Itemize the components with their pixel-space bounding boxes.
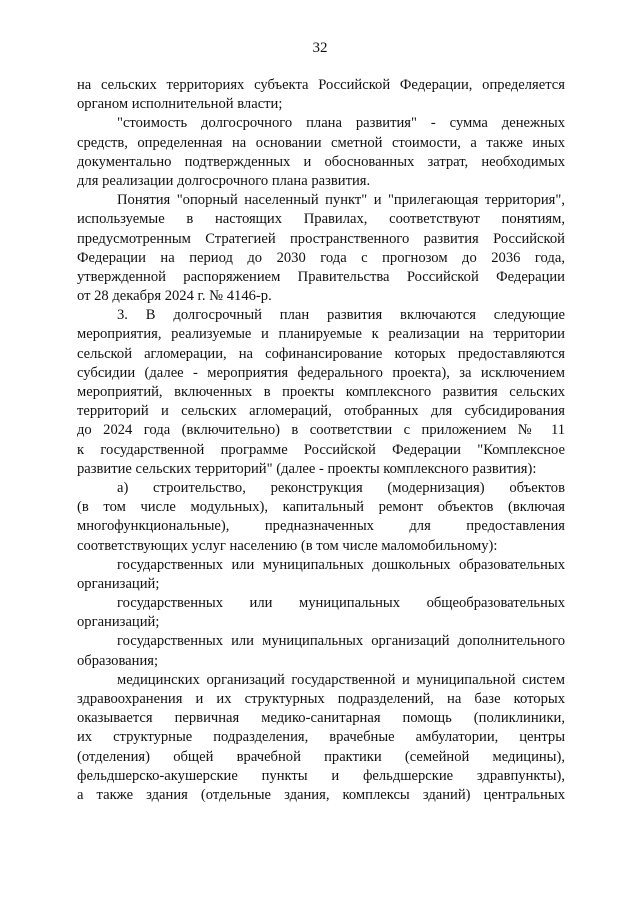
paragraph-start-line: медицинских организаций государственной и муниципальной систем <box>117 671 565 688</box>
text-line: мероприятий, включенных в проекты комплексного развития сельских <box>77 384 565 400</box>
text-line: средств, определенная на основании сметной стоимости, а также иных <box>77 134 565 151</box>
text-line: органом исполнительной власти; <box>77 96 283 113</box>
text-line: для реализации долгосрочного плана развития. <box>77 172 371 189</box>
text-line: образования; <box>77 652 159 669</box>
text-line: их структурные подразделения, врачебные амбулатории, центры <box>77 729 565 746</box>
text-line: (отделения) общей врачебной практики (семейной медицины), <box>77 748 565 765</box>
text-line: организаций; <box>77 575 160 592</box>
text-line: оказывается первичная медико-санитарная помощь (поликлиники, <box>77 710 565 727</box>
paragraph-start-line: 3. В долгосрочный план развития включаются следующие <box>117 307 565 324</box>
text-line: к государственной программе Российской Федерации "Комплексное <box>77 441 565 458</box>
text-line: многофункциональные), предназначенных для предоставления <box>77 518 565 535</box>
document-body <box>77 76 565 805</box>
text-line: используемые в настоящих Правилах, соответствуют понятиям, <box>77 211 565 228</box>
paragraph-start-line: "стоимость долгосрочного плана развития" - сумма денежных <box>117 115 565 132</box>
text-line: сельской агломерации, на софинансирование которых предоставляются <box>77 345 565 362</box>
text-line: Федерации на период до 2030 года с прогнозом до 2036 года, <box>77 249 565 266</box>
page-number: 32 <box>312 40 328 56</box>
text-line: от 28 декабря 2024 г. № 4146-р. <box>77 288 272 305</box>
paragraph-start-line: государственных или муниципальных общеобразовательных <box>117 595 565 612</box>
text-line: здравоохранения и их структурных подразделений, на базе которых <box>77 691 565 707</box>
text-line: а также здания (отдельные здания, комплексы зданий) центральных <box>77 786 565 803</box>
text-line: организаций; <box>77 614 160 631</box>
text-line: фельдшерско-акушерские пункты и фельдшерские здравпункты), <box>77 767 565 784</box>
text-line: развитие сельских территорий" (далее - проекты комплексного развития): <box>77 460 537 477</box>
paragraph-start-line: государственных или муниципальных дошкольных образовательных <box>117 556 565 573</box>
paragraph-start-line: государственных или муниципальных организаций дополнительного <box>117 633 565 650</box>
paragraph-start-line: Понятия "опорный населенный пункт" и "прилегающая территория", <box>117 192 565 209</box>
text-line: до 2024 года (включительно) в соответствии с приложением № 11 <box>77 422 565 439</box>
text-line: предусмотренным Стратегией пространственного развития Российской <box>77 230 565 247</box>
text-line: мероприятия, реализуемые и планируемые к реализации на территории <box>77 326 565 343</box>
text-line: документально подтвержденных и обоснованных затрат, необходимых <box>77 153 565 170</box>
paragraph-start-line: а) строительство, реконструкция (модернизация) объектов <box>117 479 565 496</box>
text-line: субсидии (далее - мероприятия федерального проекта), за исключением <box>77 364 565 381</box>
text-line: (в том числе модульных), капитальный ремонт объектов (включая <box>77 499 565 516</box>
text-line: соответствующих услуг населению (в том числе маломобильному): <box>77 537 498 554</box>
text-line: территорий и сельских агломераций, отобранных для субсидирования <box>77 403 565 420</box>
text-line: на сельских территориях субъекта Российской Федерации, определяется <box>77 77 565 93</box>
text-line: утвержденной распоряжением Правительства Российской Федерации <box>77 268 565 285</box>
